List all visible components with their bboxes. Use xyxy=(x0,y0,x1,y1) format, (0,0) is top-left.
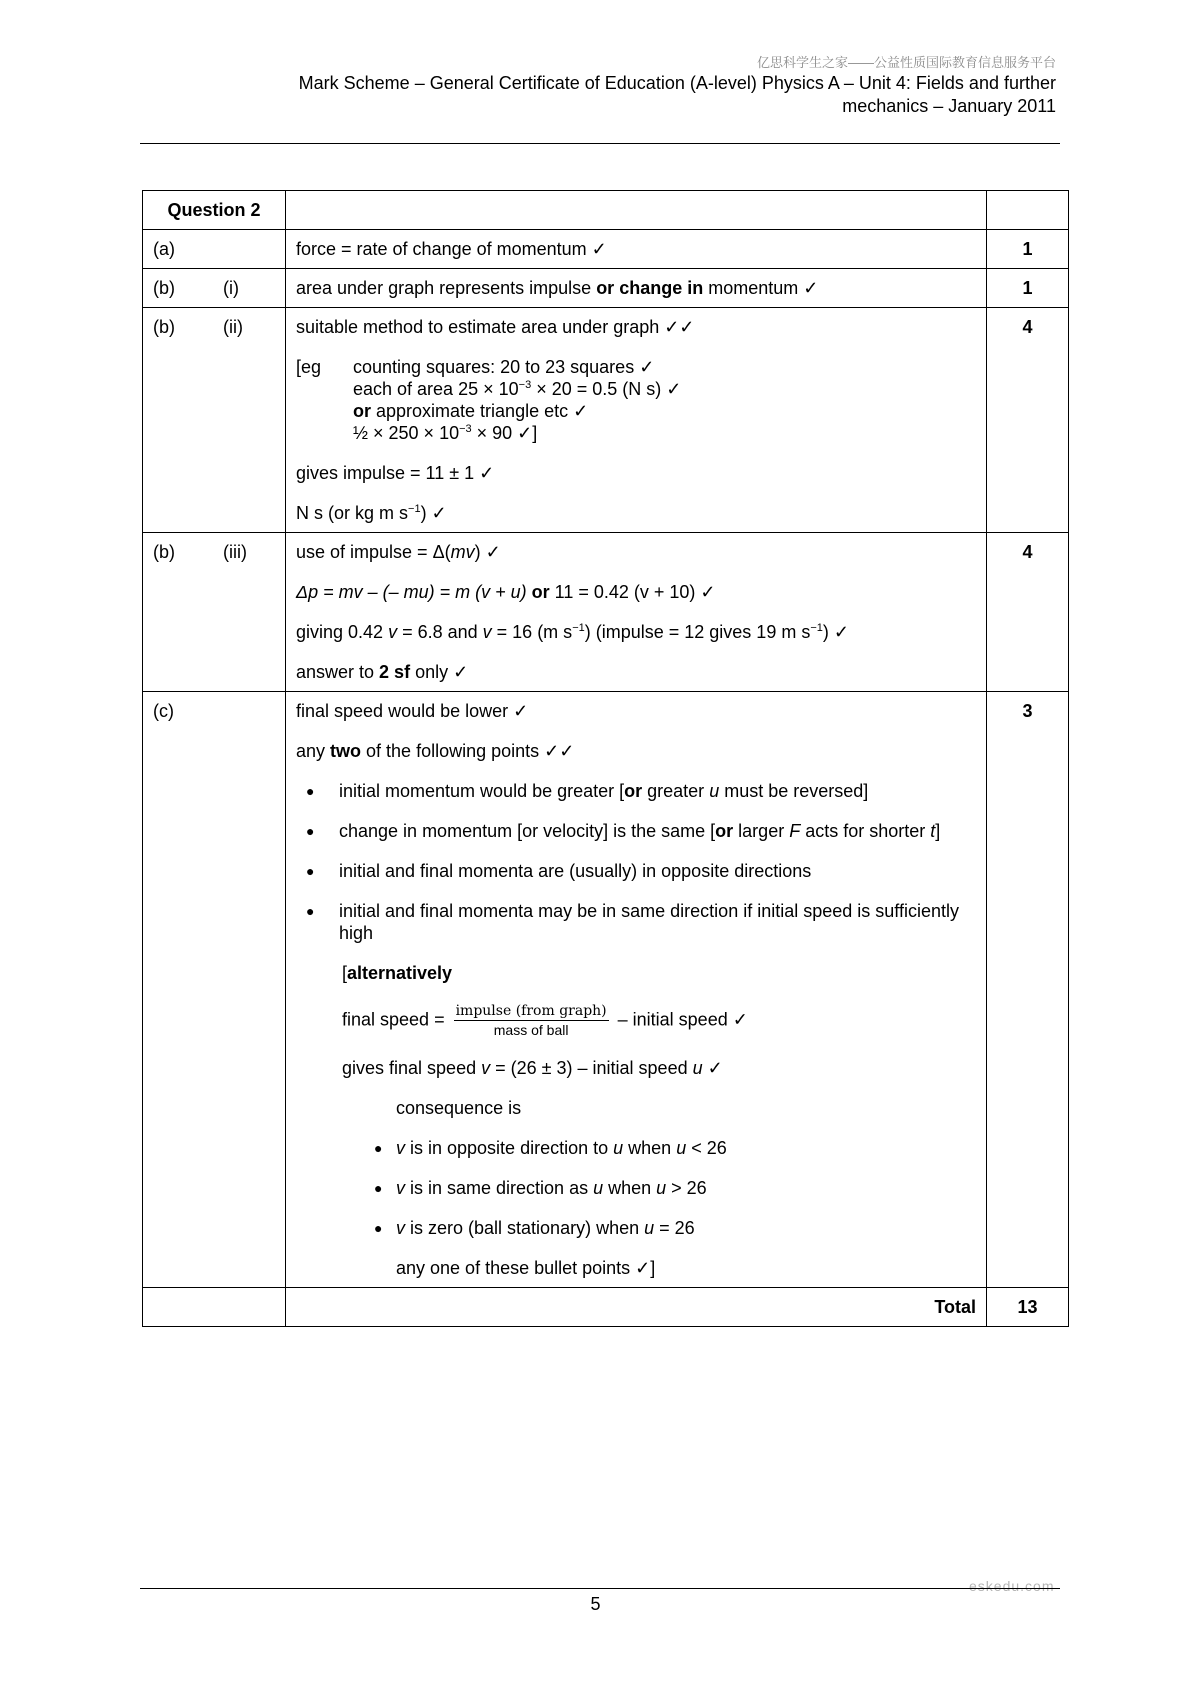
question-label: Question 2 xyxy=(143,191,286,230)
list-item: ● initial and final momenta are (usually) in opposite directions xyxy=(296,860,976,882)
part-label: (a) xyxy=(143,230,286,269)
site-banner: 亿思科学生之家——公益性质国际教育信息服务平台 xyxy=(756,55,1056,70)
answer-cell: force = rate of change of momentum ✓ xyxy=(286,230,987,269)
header-title-line2: mechanics – January 2011 xyxy=(842,96,1056,116)
part-label: (b) (ii) xyxy=(143,308,286,533)
example-block: [eg counting squares: 20 to 23 squares ✓ each of area $25 \times 10^{-3} \times 20 = 0.5$ (N s) ✓ or approximate triangle etc ✓ ½ × $250 \times 10^{-3} \times 90$ ✓] xyxy=(296,357,682,443)
part-label: (b) (i) xyxy=(143,269,286,308)
part-label: (b) (iii) xyxy=(143,533,286,692)
total-mark: 13 xyxy=(987,1288,1069,1327)
list-item: ● initial and final momenta may be in same direction if initial speed is sufficiently high xyxy=(296,900,976,944)
answer-cell: suitable method to estimate area under graph ✓✓ [eg counting squares: 20 to 23 squares ✓ each of area $25 \times 10^{-3} \times 20 = 0.5$ (N s) ✓ or approximate triangle etc ✓ ½ × $250 \times 10^{-3} \times 90$ ✓] gives impulse = 11 ± 1 ✓ N s (or kg m $s^{-1}$) ✓ xyxy=(286,308,987,533)
mark-cell: 1 xyxy=(987,230,1069,269)
row-b-i xyxy=(143,269,1069,308)
marks-header-blank xyxy=(987,191,1069,230)
total-row xyxy=(143,1288,1069,1327)
mark-cell: 3 xyxy=(987,692,1069,1288)
part-label: (c) xyxy=(143,692,286,1288)
list-item: ● change in momentum [or velocity] is the same [or larger F acts for shorter t] xyxy=(296,820,976,842)
row-b-iii xyxy=(143,533,1069,692)
list-item: ● v is in same direction as u when u > 26 xyxy=(296,1177,976,1199)
list-item: ● v is in opposite direction to u when u < 26 xyxy=(296,1137,976,1159)
answer-cell: area under graph represents impulse or change in momentum ✓ xyxy=(286,269,987,308)
mark-scheme-table xyxy=(142,190,1069,1327)
header-divider xyxy=(140,143,1060,144)
watermark: eskedu.com xyxy=(969,1578,1055,1594)
list-item: ● v is zero (ball stationary) when u = 26 xyxy=(296,1217,976,1239)
total-blank xyxy=(143,1288,286,1327)
row-b-ii xyxy=(143,308,1069,533)
answer-cell: use of impulse = Δ(mv) ✓ Δp = mv – (– mu) = m (v + u) or 11 = 0.42 (v + 10) ✓ giving 0.42 v = 6.8 and v = 16 (m $s^{-1}$) (impulse = 12 gives 19 m $s^{-1}$) ✓ answer to 2 sf only ✓ xyxy=(286,533,987,692)
question-header-row xyxy=(143,191,1069,230)
list-item: ● initial momentum would be greater [or greater u must be reversed] xyxy=(296,780,976,802)
mark-cell: 1 xyxy=(987,269,1069,308)
final-speed-formula: final speed = $\frac{\text{impulse (from graph)}}{\text{mass of ball}}$ – initial speed ✓ xyxy=(342,1003,748,1038)
mark-cell: 4 xyxy=(987,308,1069,533)
question-header-blank xyxy=(286,191,987,230)
row-a xyxy=(143,230,1069,269)
page-number: 5 xyxy=(590,1594,601,1614)
footer-divider xyxy=(140,1588,1060,1589)
row-c xyxy=(143,692,1069,1288)
page-header xyxy=(299,54,1056,118)
mark-cell: 4 xyxy=(987,533,1069,692)
answer-cell: final speed would be lower ✓ any two of the following points ✓✓ ● initial momentum would be greater [or greater u must be reversed] ● change in momentum [or velocity] is the same [or larger F acts for shorter t] ● initial and final momenta are (usually) in opposite directions ● initial and final momenta may be in same direction if initial speed is sufficiently high [alternatively final speed = $\frac{\text{impulse (from graph)}}{\text{mass of ball}}$ – initial speed ✓ gives final speed v = (26 ± 3) – initial speed u ✓ consequence is ● v is in opposite direction to u when u < 26 ● v is in same direction as u when u > 26 ● v is zero (ball stationary) when u = 26 any one of these bullet points ✓] xyxy=(286,692,987,1288)
header-title-line1: Mark Scheme – General Certificate of Education (A-level) Physics A – Unit 4: Fields and further xyxy=(298,73,1056,93)
total-label: Total xyxy=(286,1288,987,1327)
